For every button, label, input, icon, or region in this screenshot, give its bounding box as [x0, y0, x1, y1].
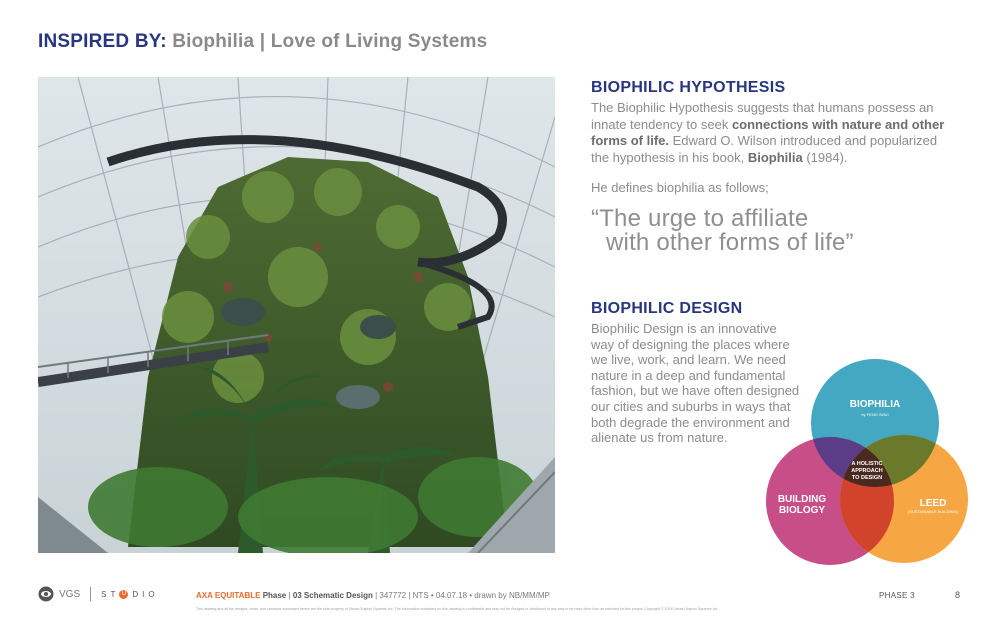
phase-indicator: PHASE 3	[879, 591, 915, 600]
title-rest: Biophilia | Love of Living Systems	[172, 31, 488, 52]
phase-label: Phase	[262, 591, 287, 600]
legal-notice: This drawing and all the designs, ideas, and concepts expressed herein are the sole property of Visual Graphic Systems Inc. The information contained on this drawing is confidential and may not be divulged or distributed to any way or be used other than as intended for this project. Copyright © 2018 Visual Graphic Systems Inc.	[196, 607, 719, 611]
hypothesis-paragraph	[591, 100, 956, 166]
venn-center-line-3: TO DESIGN	[851, 475, 883, 481]
hypothesis-text-2: Edward O. Wilson introduced and popularized the hypothesis in his book,	[591, 133, 938, 165]
meta-separator: |	[408, 591, 411, 600]
logo-vgs-text: VGS	[59, 588, 81, 600]
hypothesis-emphasis: connections with nature and other forms of life.	[591, 116, 945, 148]
logo-studio-badge: U	[119, 590, 128, 599]
job-number: 347772	[379, 591, 407, 600]
logo-studio	[101, 590, 158, 599]
venn-svg	[760, 356, 975, 571]
definition-intro: He defines biophilia as follows;	[591, 180, 769, 195]
biophilia-quote	[591, 207, 854, 255]
venn-diagram	[760, 356, 975, 571]
title-lead: INSPIRED BY:	[38, 31, 167, 52]
book-title: Biophilia	[747, 149, 803, 165]
design-paragraph: Biophilic Design is an innovative way of designing the places where we live, work, and learn. We need nature in a deep and fundamental fashion, but we have often designed our cities and suburbs in ways that both degrade the environment and alienate us from nature.	[591, 321, 800, 446]
venn-top-title: BIOPHILIA	[849, 399, 901, 410]
meta-separator: |	[288, 591, 291, 600]
page-title	[38, 31, 487, 53]
venn-right-title: LEED	[919, 498, 947, 509]
vgs-studio-logo	[38, 586, 159, 602]
venn-top-sub: by FENG SHUI	[861, 412, 889, 417]
phase-name: 03 Schematic Design	[292, 591, 373, 600]
venn-left-line-2: BIOLOGY	[778, 505, 826, 516]
client-name: AXA EQUITABLE	[196, 591, 261, 600]
meta-separator: |	[375, 591, 378, 600]
hypothesis-text-1: The Biophilic Hypothesis suggests that humans possess an innate tendency to seek	[591, 100, 934, 132]
biophilic-design-heading: BIOPHILIC DESIGN	[591, 300, 743, 317]
venn-center-line-2: APPROACH	[851, 468, 883, 474]
conservatory-illustration	[38, 77, 555, 553]
book-year: (1984).	[802, 149, 848, 165]
quote-line-1: “The urge to affiliate	[591, 205, 809, 232]
logo-divider	[90, 587, 91, 601]
project-meta	[196, 591, 550, 600]
biophilic-hypothesis-heading: BIOPHILIC HYPOTHESIS	[591, 79, 786, 96]
quote-line-2: with other forms of life”	[606, 229, 854, 256]
footer	[0, 580, 1000, 644]
venn-right-sub: (SUSTAINABLE BUILDING)	[908, 509, 958, 514]
drawing-details: NTS • 04.07.18 • drawn by NB/MM/MP	[412, 591, 550, 600]
venn-center-line-1: A HOLISTIC	[851, 461, 883, 467]
vgs-eye-icon	[38, 586, 54, 602]
logo-studio-part-2: DIO	[132, 589, 159, 599]
page-number: 8	[955, 590, 961, 600]
hero-photo	[38, 77, 555, 553]
logo-studio-part-1: ST	[101, 589, 120, 599]
venn-left-line-1: BUILDING	[777, 494, 827, 505]
